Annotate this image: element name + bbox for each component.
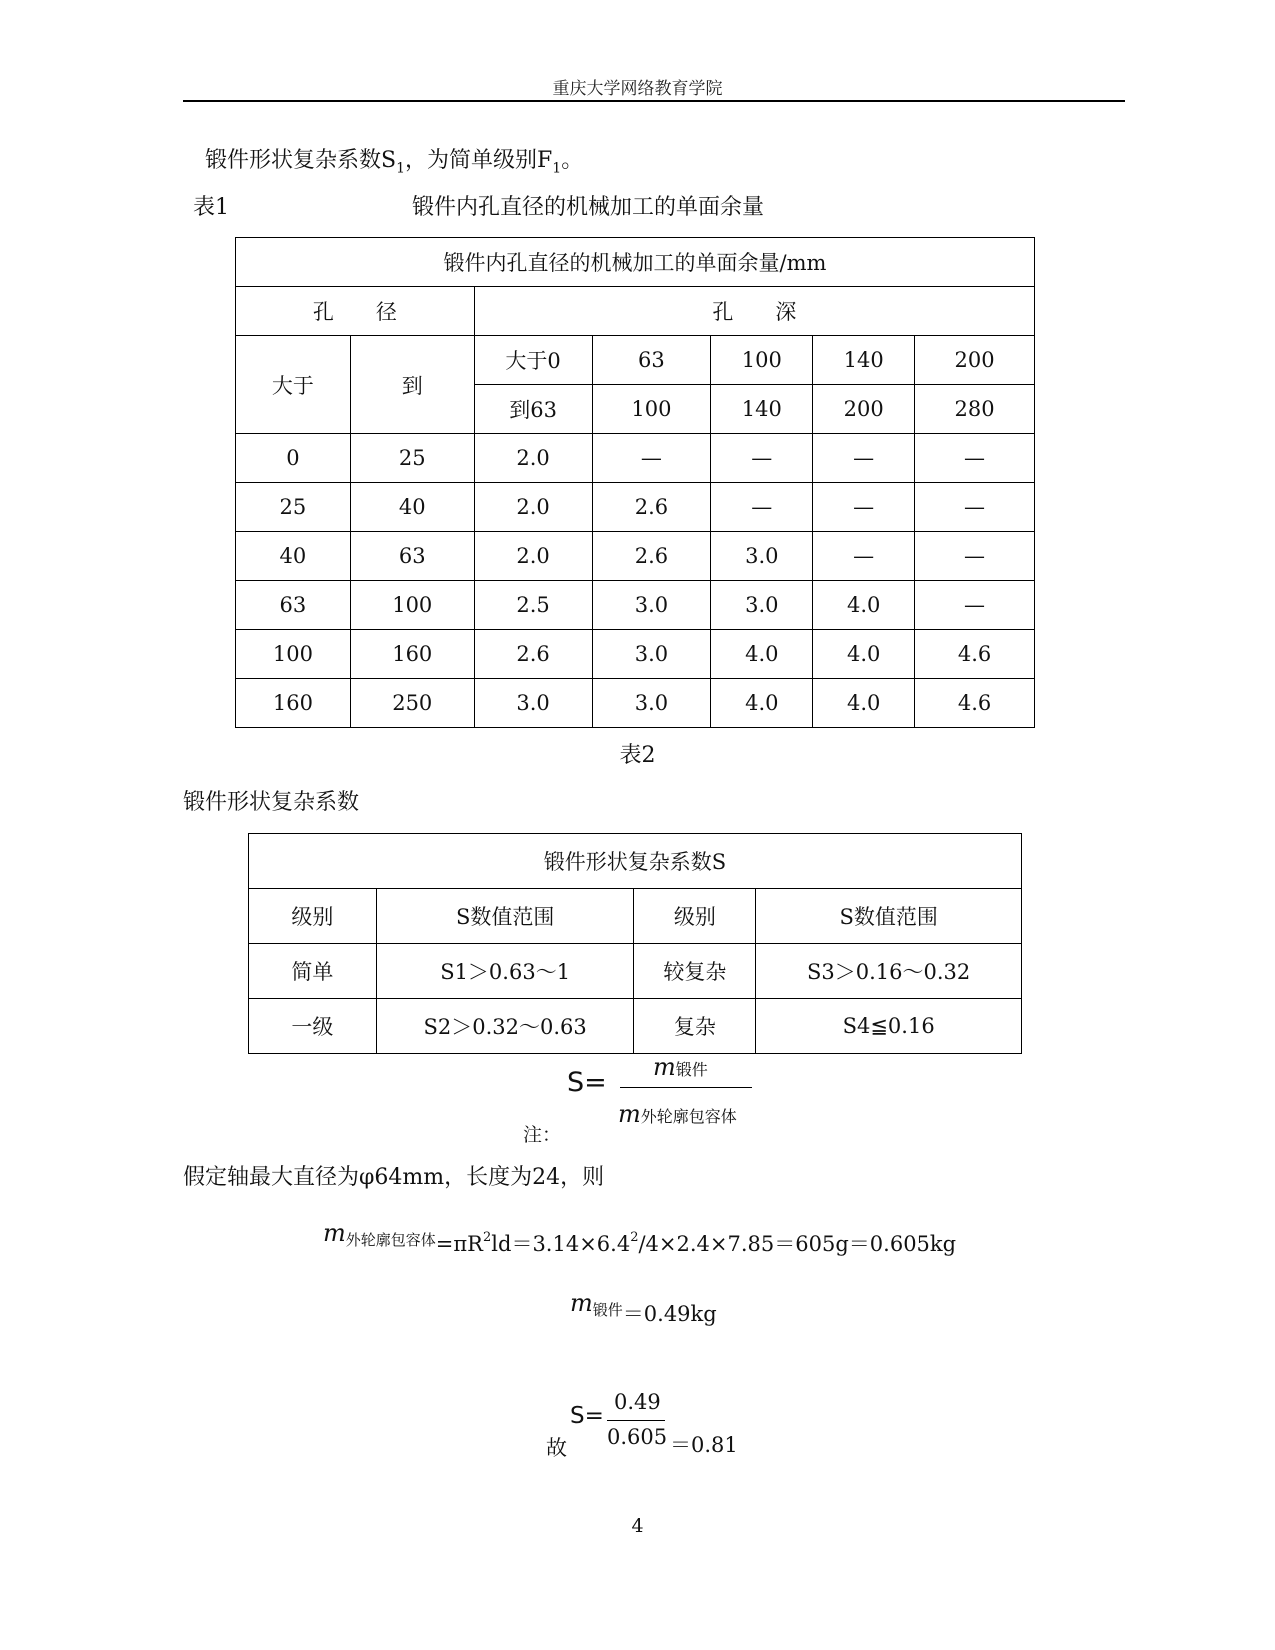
table-cell: —: [711, 434, 813, 483]
table-cell: —: [915, 581, 1035, 630]
table-cell: —: [813, 483, 915, 532]
table2-title: 锻件形状复杂系数S: [249, 834, 1022, 889]
table-cell: 40: [350, 483, 474, 532]
calc2-sub: 锻件: [592, 1301, 623, 1319]
formula1-num-sub: 锻件: [675, 1060, 708, 1079]
table1-hole-diameter-header: 孔 径: [236, 287, 475, 336]
table-cell: 40: [236, 532, 351, 581]
intro-text-end: 。: [561, 148, 584, 173]
page-header-title: 重庆大学网络教育学院: [552, 79, 723, 99]
formula1-denominator: [618, 1100, 737, 1128]
result-fraction-bar: [607, 1420, 665, 1421]
table-cell: 2.0: [474, 483, 592, 532]
table-cell: 一级: [249, 999, 377, 1054]
table-cell: —: [592, 434, 711, 483]
result-prefix: 故: [546, 1436, 567, 1460]
table-cell: —: [915, 434, 1035, 483]
assumption-text: 假定轴最大直径为φ64mm，长度为24，则: [183, 1165, 605, 1190]
table-cell: S1＞0.63～1: [376, 944, 634, 999]
table1-depth-to: 280: [915, 385, 1035, 434]
calc1-expr-c: /4×2.4×7.85＝605g＝0.605kg: [638, 1232, 957, 1256]
table1-depth-from: 63: [592, 336, 711, 385]
table1-to-header: 到: [350, 336, 474, 434]
table1-greater-header: 大于: [236, 336, 351, 434]
table-cell: 160: [236, 679, 351, 728]
calc1-sup: 2: [483, 1229, 492, 1245]
table-cell: 3.0: [711, 532, 813, 581]
formula1-fraction-bar: [620, 1087, 752, 1088]
table-row: [236, 581, 1035, 630]
allowance-table: [235, 237, 1035, 728]
table-row: [236, 630, 1035, 679]
calc2-m: m: [570, 1289, 593, 1317]
table-cell: 25: [350, 434, 474, 483]
table-row: [236, 434, 1035, 483]
table1-title: 锻件内孔直径的机械加工的单面余量/mm: [236, 238, 1035, 287]
section2-title: 锻件形状复杂系数: [183, 790, 360, 815]
result-lhs: S=: [570, 1403, 604, 1429]
table2-header-range: S数值范围: [756, 889, 1022, 944]
table1-depth-from: 大于0: [474, 336, 592, 385]
table-row: [249, 999, 1022, 1054]
table-cell: 复杂: [634, 999, 756, 1054]
table-row: [249, 944, 1022, 999]
intro-text-mid: ，为简单级别F: [405, 148, 553, 173]
table-cell: —: [915, 483, 1035, 532]
table-cell: 4.6: [915, 630, 1035, 679]
table-cell: —: [711, 483, 813, 532]
table1-depth-from: 100: [711, 336, 813, 385]
table-cell: S2＞0.32～0.63: [376, 999, 634, 1054]
calc1-sup2: 2: [630, 1229, 639, 1245]
table2-header-level: 级别: [249, 889, 377, 944]
table-cell: 4.0: [711, 630, 813, 679]
table1-caption-label: 表1: [193, 195, 229, 220]
header-rule: [183, 100, 1125, 102]
table-cell: 3.0: [592, 581, 711, 630]
table-cell: —: [813, 532, 915, 581]
table-row: [236, 483, 1035, 532]
formula1-note: 注：: [523, 1124, 562, 1146]
table-cell: 2.5: [474, 581, 592, 630]
intro-line: [205, 143, 583, 176]
table-cell: 3.0: [592, 630, 711, 679]
table-cell: 较复杂: [634, 944, 756, 999]
complexity-table: [248, 833, 1022, 1054]
table-cell: 3.0: [592, 679, 711, 728]
table-cell: 2.6: [592, 483, 711, 532]
table-row: [236, 532, 1035, 581]
table-cell: 4.0: [813, 679, 915, 728]
table2-label: 表2: [619, 743, 656, 768]
table-cell: 简单: [249, 944, 377, 999]
formula1-num-m: m: [653, 1053, 676, 1081]
table-cell: —: [915, 532, 1035, 581]
table-cell: S4≦0.16: [756, 999, 1022, 1054]
table-cell: 4.0: [813, 630, 915, 679]
table1-depth-to: 140: [711, 385, 813, 434]
page-number: 4: [631, 1515, 644, 1537]
formula1-numerator: [653, 1053, 708, 1081]
table-cell: 4.6: [915, 679, 1035, 728]
table-cell: S3＞0.16～0.32: [756, 944, 1022, 999]
calc1-m: m: [323, 1219, 346, 1247]
calc1-expr-a: =πR: [435, 1232, 483, 1256]
formula1-den-sub: 外轮廓包容体: [640, 1107, 737, 1126]
table1-caption-title: 锻件内孔直径的机械加工的单面余量: [412, 195, 765, 220]
formula1-den-m: m: [618, 1100, 641, 1128]
table-cell: 0: [236, 434, 351, 483]
formula1-lhs: S=: [567, 1067, 607, 1098]
calc2-line: [570, 1288, 717, 1326]
table-cell: 63: [350, 532, 474, 581]
table1-depth-to: 200: [813, 385, 915, 434]
calc1-sub: 外轮廓包容体: [345, 1231, 436, 1249]
table1-depth-from: 200: [915, 336, 1035, 385]
table-cell: —: [813, 434, 915, 483]
result-rhs: ＝0.81: [670, 1433, 738, 1457]
table1-hole-depth-header: 孔 深: [474, 287, 1034, 336]
table-cell: 160: [350, 630, 474, 679]
result-denominator: 0.605: [607, 1425, 668, 1449]
calc1-expr-b: ld＝3.14×6.4: [491, 1232, 631, 1256]
table1-depth-to: 到63: [474, 385, 592, 434]
table-cell: 63: [236, 581, 351, 630]
table-cell: 100: [350, 581, 474, 630]
table-cell: 3.0: [474, 679, 592, 728]
table2-header-range: S数值范围: [376, 889, 634, 944]
result-numerator: 0.49: [614, 1390, 661, 1414]
calc1-line: [323, 1218, 957, 1256]
table-cell: 2.0: [474, 434, 592, 483]
table-cell: 3.0: [711, 581, 813, 630]
calc2-expr: ＝0.49kg: [622, 1302, 717, 1326]
table-cell: 4.0: [813, 581, 915, 630]
table1-depth-to: 100: [592, 385, 711, 434]
table-cell: 100: [236, 630, 351, 679]
table-cell: 2.6: [474, 630, 592, 679]
intro-sub1: 1: [396, 160, 405, 177]
table-cell: 2.6: [592, 532, 711, 581]
table-cell: 4.0: [711, 679, 813, 728]
table-cell: 250: [350, 679, 474, 728]
table-row: [236, 679, 1035, 728]
intro-sub2: 1: [552, 160, 562, 177]
table1-depth-from: 140: [813, 336, 915, 385]
table-cell: 2.0: [474, 532, 592, 581]
intro-text-before: 锻件形状复杂系数S: [205, 148, 397, 173]
table-cell: 25: [236, 483, 351, 532]
table2-header-level: 级别: [634, 889, 756, 944]
